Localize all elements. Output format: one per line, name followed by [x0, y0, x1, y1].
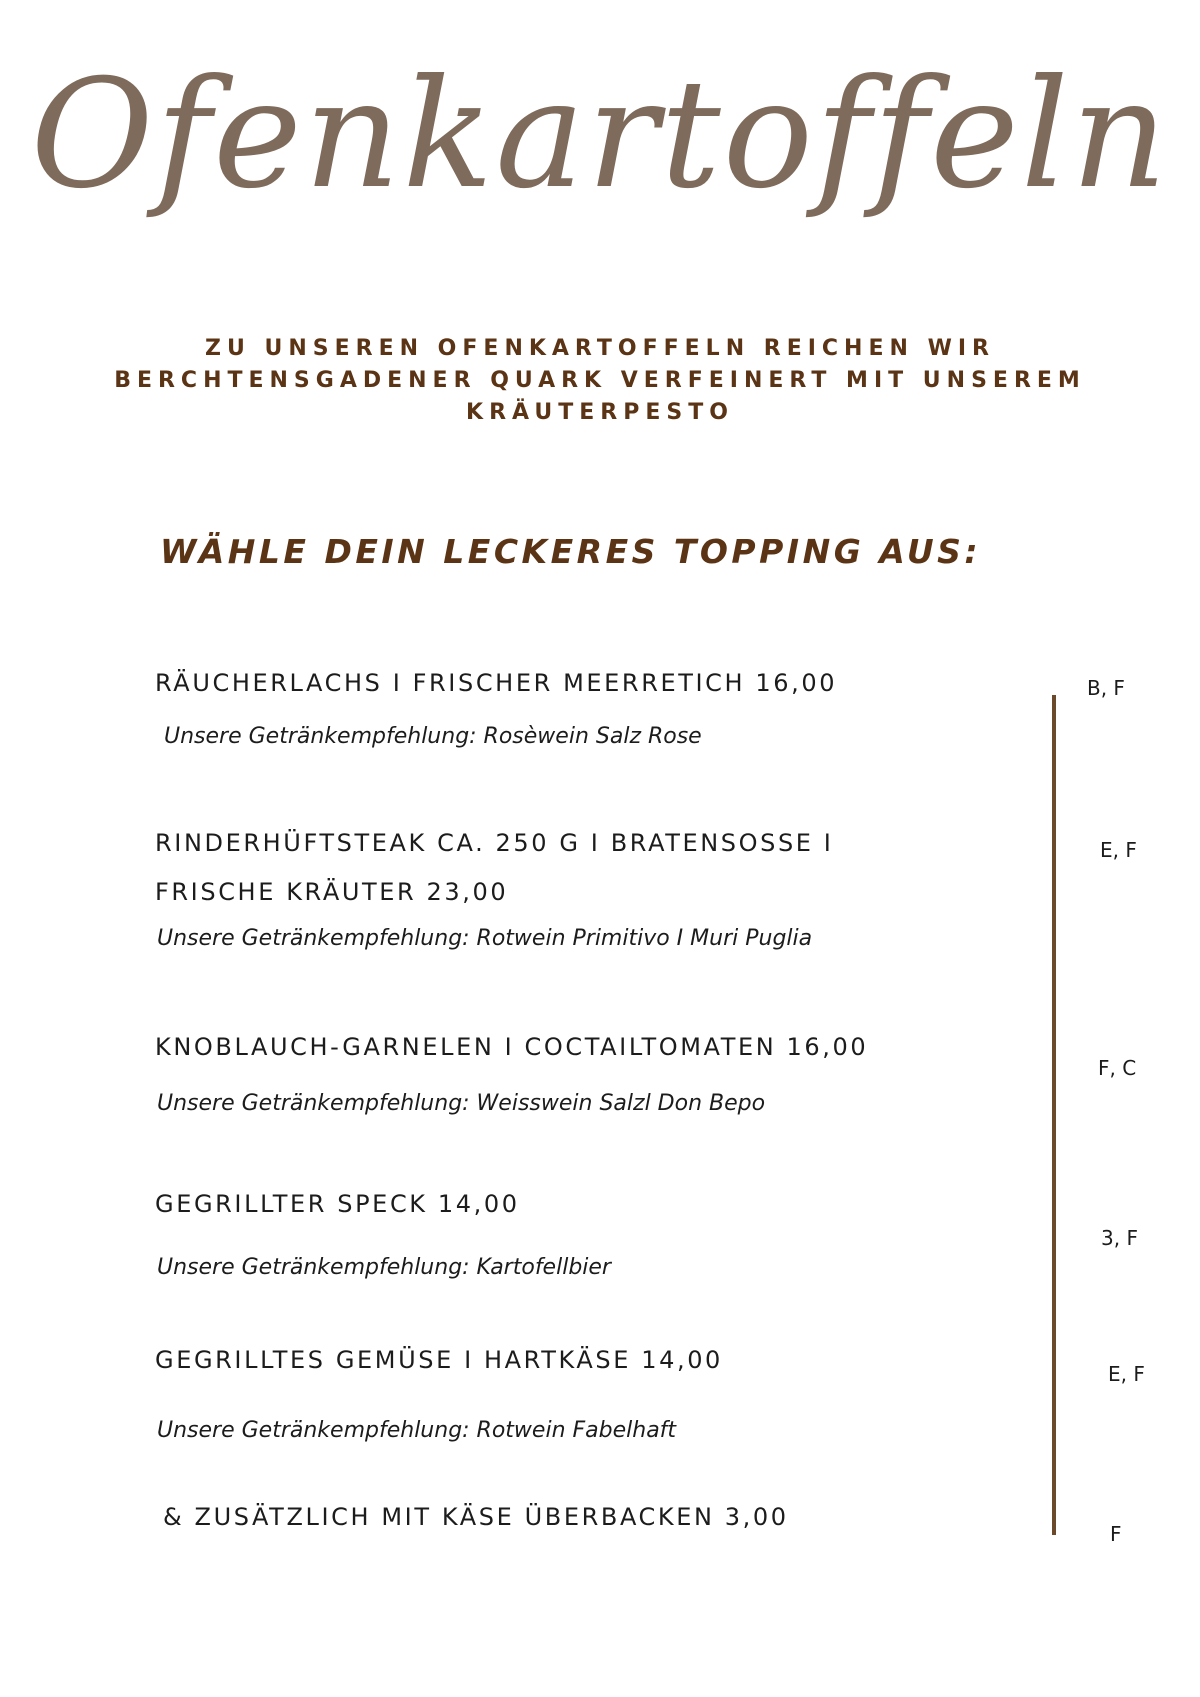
menu-item-name: GEGRILLTER SPECK 14,00 [155, 1190, 520, 1218]
allergen-codes: B, F [1087, 676, 1125, 700]
drink-recommendation: Unsere Getränkempfehlung: Kartofellbier [157, 1255, 611, 1280]
menu-item-name: RINDERHÜFTSTEAK CA. 250 G I BRATENSOSSE I [155, 829, 834, 857]
drink-recommendation: Unsere Getränkempfehlung: Rosèwein Salz Rose [164, 724, 702, 749]
drink-recommendation: Unsere Getränkempfehlung: Rotwein Primitivo I Muri Puglia [157, 926, 813, 951]
allergen-codes: E, F [1108, 1362, 1145, 1386]
topping-heading: WÄHLE DEIN LECKERES TOPPING AUS: [160, 532, 982, 571]
menu-item-name: RÄUCHERLACHS I FRISCHER MEERRETICH 16,00 [155, 669, 838, 697]
menu-item-name-continued: FRISCHE KRÄUTER 23,00 [155, 878, 509, 906]
menu-item-name: KNOBLAUCH-GARNELEN I COCTAILTOMATEN 16,00 [155, 1033, 869, 1061]
allergen-codes: E, F [1100, 838, 1137, 862]
allergen-codes: 3, F [1101, 1226, 1138, 1250]
page-title: Ofenkartoffeln [30, 48, 1170, 222]
menu-item-name: GEGRILLTES GEMÜSE I HARTKÄSE 14,00 [155, 1346, 723, 1374]
drink-recommendation: Unsere Getränkempfehlung: Weisswein Salzl Don Bepo [157, 1091, 766, 1116]
allergen-codes: F, C [1098, 1056, 1137, 1080]
drink-recommendation: Unsere Getränkempfehlung: Rotwein Fabelhaft [157, 1418, 677, 1443]
allergen-codes: F [1110, 1522, 1122, 1546]
menu-item-name: & ZUSÄTZLICH MIT KÄSE ÜBERBACKEN 3,00 [163, 1503, 789, 1531]
intro-text: ZU UNSEREN OFENKARTOFFELN REICHEN WIR BERCHTENSGADENER QUARK VERFEINERT MIT UNSEREM KRÄUTERPESTO [114, 336, 1086, 425]
vertical-divider [1052, 695, 1056, 1535]
